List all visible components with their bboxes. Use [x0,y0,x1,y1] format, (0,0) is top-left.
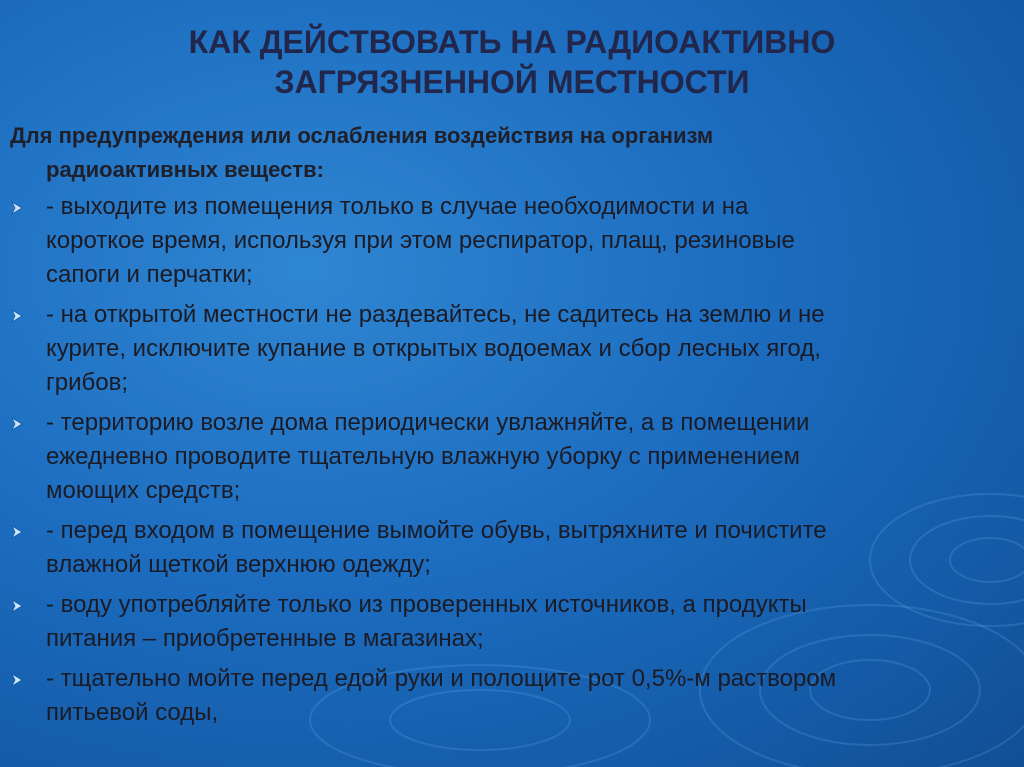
arrow-bullet-icon [10,406,26,440]
list-item [0,298,1024,400]
list-item [0,190,1024,292]
list-item-line: - выходите из помещения только в случае необходимости и на [46,193,749,220]
arrow-bullet-icon [10,514,26,548]
title-line-1: КАК ДЕЙСТВОВАТЬ НА РАДИОАКТИВНО [188,24,836,60]
arrow-bullet-icon [10,190,26,224]
arrow-bullet-icon [10,662,26,696]
intro-line-2: радиоактивных веществ: [46,157,324,182]
list-item [0,406,1024,508]
list-item-line: - тщательно мойте перед едой руки и полощите рот 0,5%-м раствором [46,665,837,692]
list-item [0,662,1024,730]
list-item [0,588,1024,656]
title-line-2: ЗАГРЯЗНЕННОЙ МЕСТНОСТИ [274,64,750,100]
list-item-text [0,190,1006,292]
list-item-line: питания – приобретенные в магазинах; [46,625,484,652]
arrow-bullet-icon [10,298,26,332]
list-item-line: курите, исключите купание в открытых водоемах и сбор лесных ягод, [46,335,821,362]
arrow-bullet-icon [10,588,26,622]
list-item-line: - на открытой местности не раздевайтесь, не садитесь на землю и не [46,301,825,328]
intro-line-1: Для предупреждения или ослабления воздействия на организм [10,123,714,148]
list-item-line: - воду употребляйте только из проверенных источников, а продукты [46,591,807,618]
list-item-line: короткое время, используя при этом респиратор, плащ, резиновые [46,227,795,254]
list-item-line: грибов; [46,369,129,396]
list-item-line: влажной щеткой верхнюю одежду; [46,551,431,578]
list-item-text [0,514,1006,582]
list-item-text [0,588,1006,656]
list-item-line: - перед входом в помещение вымойте обувь, вытряхните и почистите [46,517,827,544]
list-item-line: питьевой соды, [46,699,219,726]
list-item-text [0,406,1006,508]
list-item-line: ежедневно проводите тщательную влажную уборку с применением [46,443,801,470]
list-item-text [0,298,1006,400]
bullet-list [0,190,1024,736]
list-item-line: сапоги и перчатки; [46,261,253,288]
list-item-text [0,662,1006,730]
list-item [0,514,1024,582]
slide-title [0,22,1024,102]
list-item-line: моющих средств; [46,477,241,504]
intro-text [10,119,1010,187]
list-item-line: - территорию возле дома периодически увлажняйте, а в помещении [46,409,810,436]
